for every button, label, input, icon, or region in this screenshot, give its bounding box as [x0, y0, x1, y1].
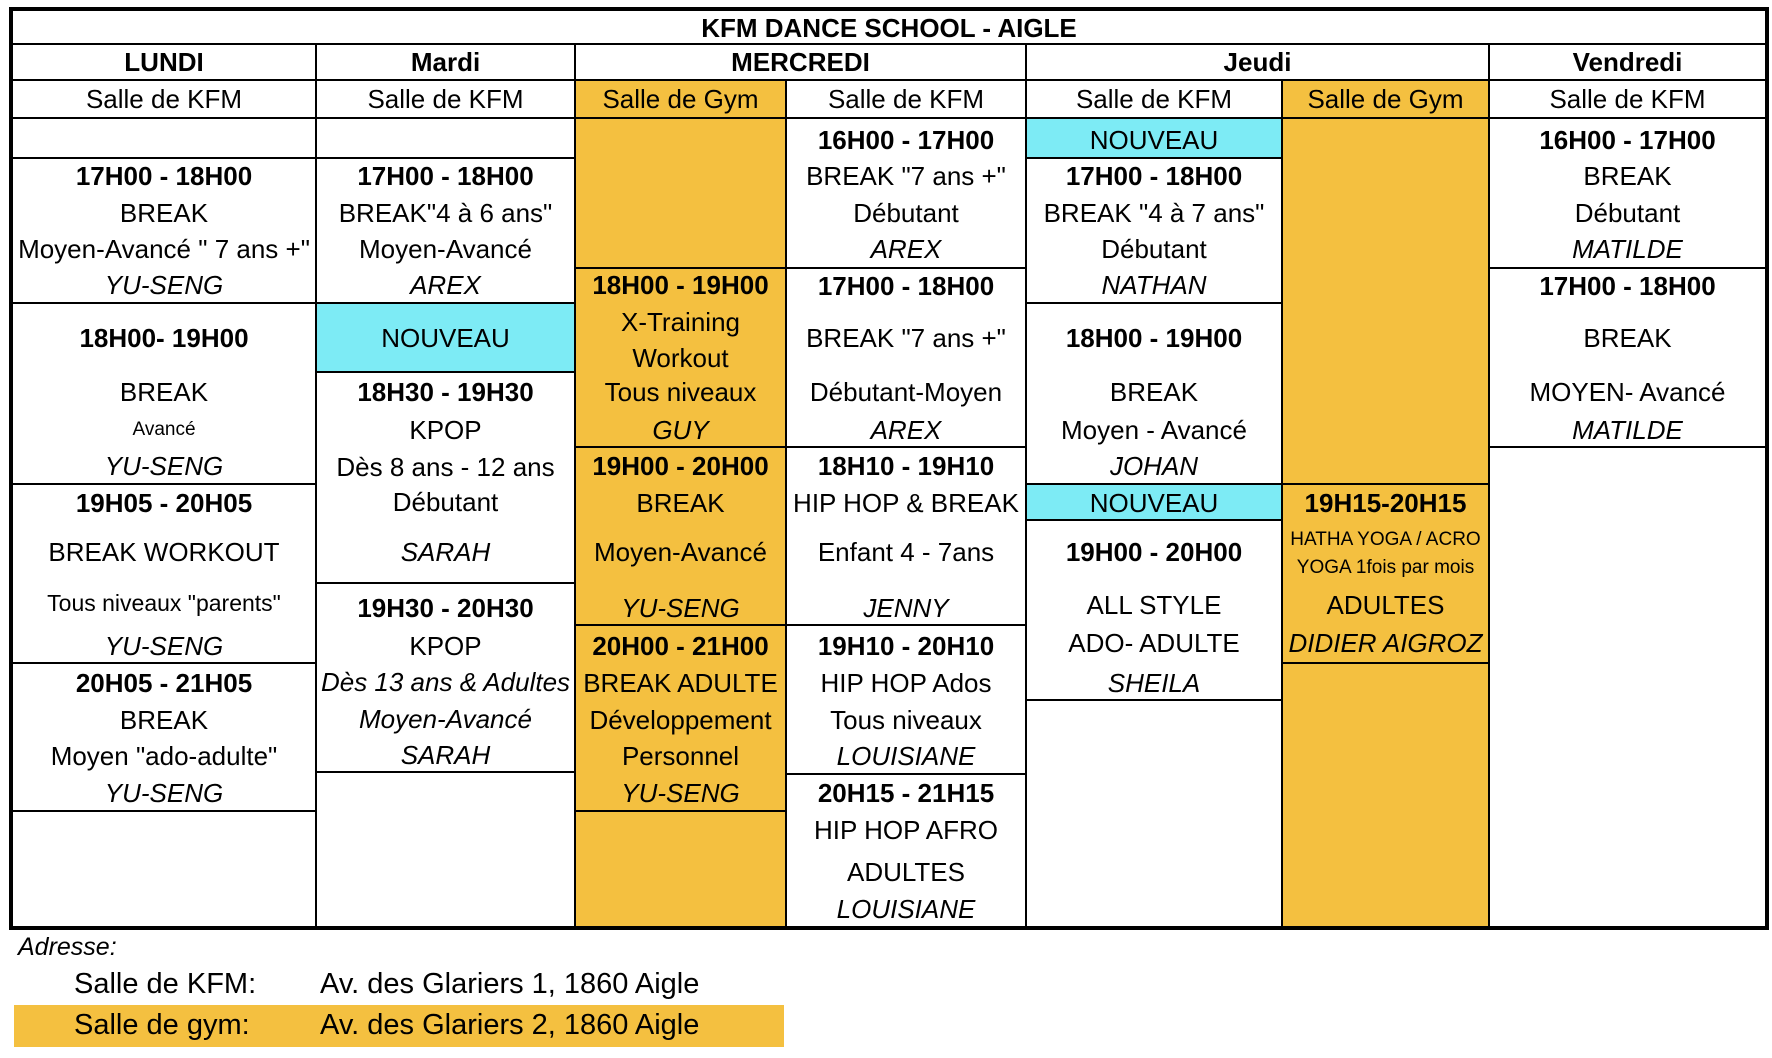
class-time: 16H00 - 17H00	[1539, 125, 1716, 155]
class-detail: Avancé	[132, 419, 196, 440]
badge-label: NOUVEAU	[1089, 125, 1219, 155]
class-teacher: SHEILA	[1107, 668, 1201, 698]
class-time: 18H10 - 19H10	[817, 451, 995, 481]
class-detail: X-Training	[621, 307, 740, 337]
day-label: MERCREDI	[731, 47, 870, 77]
class-detail: Moyen-Avancé " 7 ans +"	[18, 234, 310, 264]
class-detail: Moyen-Avancé	[594, 537, 767, 567]
class-detail: BREAK WORKOUT	[48, 537, 280, 567]
class-teacher: MATILDE	[1572, 415, 1683, 445]
class-detail: Développement	[589, 705, 772, 735]
class-detail: BREAK	[1583, 161, 1672, 191]
class-time: 18H00 - 19H00	[592, 270, 769, 300]
class-teacher: SARAH	[400, 537, 491, 567]
class-teacher: GUY	[652, 415, 709, 445]
class-teacher: YU-SENG	[104, 270, 224, 300]
class-teacher: YU-SENG	[104, 631, 224, 661]
class-detail: Tous niveaux	[830, 705, 982, 735]
class-detail: ALL STYLE	[1086, 590, 1222, 620]
class-teacher: LOUISIANE	[836, 741, 976, 771]
class-teacher: LOUISIANE	[836, 894, 976, 924]
class-detail: Workout	[632, 343, 729, 373]
class-time: 16H00 - 17H00	[817, 125, 995, 155]
class-time: 19H00 - 20H00	[1065, 537, 1243, 567]
class-detail: BREAK ADULTE	[583, 668, 778, 698]
class-teacher: YU-SENG	[104, 778, 224, 808]
class-detail: BREAK "7 ans +"	[806, 323, 1006, 353]
class-detail: MOYEN- Avancé	[1529, 377, 1726, 407]
class-teacher: AREX	[870, 234, 942, 264]
room-label: Salle de KFM	[367, 84, 524, 114]
class-detail: HATHA YOGA / ACRO	[1290, 529, 1481, 550]
class-detail: Dès 13 ans & Adultes	[320, 667, 571, 697]
class-detail: Débutant-Moyen	[809, 377, 1003, 407]
room-label: Salle de KFM	[85, 84, 243, 114]
class-time: 20H00 - 21H00	[592, 631, 769, 661]
class-detail: BREAK	[119, 198, 209, 228]
room-label: Salle de KFM	[1075, 84, 1233, 114]
class-teacher: JENNY	[863, 593, 949, 623]
class-teacher: SARAH	[400, 740, 491, 770]
class-detail: Personnel	[621, 741, 740, 771]
title-text: KFM DANCE SCHOOL - AIGLE	[701, 13, 1077, 43]
class-time: 19H10 - 20H10	[817, 631, 995, 661]
class-time: 20H15 - 21H15	[817, 778, 995, 808]
class-teacher: DIDIER AIGROZ	[1288, 628, 1483, 658]
day-label: Jeudi	[1223, 47, 1292, 77]
class-time: 18H00- 19H00	[79, 323, 249, 353]
class-detail: Moyen "ado-adulte"	[50, 741, 278, 771]
class-detail: BREAK	[119, 705, 209, 735]
class-detail: BREAK"4 à 6 ans"	[338, 198, 553, 228]
class-teacher: MATILDE	[1572, 234, 1683, 264]
class-time: 17H00 - 18H00	[817, 271, 995, 301]
class-time: 19H00 - 20H00	[592, 451, 769, 481]
room-label: Salle de KFM	[1549, 84, 1706, 114]
class-detail: KPOP	[409, 415, 482, 445]
class-detail: BREAK	[636, 488, 725, 518]
class-teacher: YU-SENG	[621, 778, 740, 808]
class-detail: BREAK	[1109, 377, 1199, 407]
badge-label: NOUVEAU	[1089, 488, 1219, 518]
class-time: 19H05 - 20H05	[75, 488, 253, 518]
class-detail: HIP HOP & BREAK	[793, 488, 1019, 518]
class-time: 17H00 - 18H00	[1539, 271, 1716, 301]
class-teacher: AREX	[870, 415, 942, 445]
class-detail: Tous niveaux "parents"	[47, 590, 281, 616]
class-teacher: JOHAN	[1109, 451, 1199, 481]
room-label: Salle de Gym	[602, 84, 759, 114]
class-time: 18H00 - 19H00	[1065, 323, 1243, 353]
class-detail: HIP HOP Ados	[820, 668, 992, 698]
class-time: 18H30 - 19H30	[357, 377, 534, 407]
class-detail: Débutant	[1101, 234, 1207, 264]
class-detail: BREAK "7 ans +"	[806, 161, 1006, 191]
day-label: LUNDI	[124, 47, 204, 77]
class-detail: Moyen-Avancé	[359, 704, 532, 734]
class-detail: HIP HOP AFRO	[814, 815, 998, 845]
badge-label: NOUVEAU	[381, 323, 510, 353]
class-detail: Enfant 4 - 7ans	[817, 537, 995, 567]
class-detail: BREAK "4 à 7 ans"	[1043, 198, 1265, 228]
class-detail: ADULTES	[847, 857, 965, 887]
class-detail: Moyen - Avancé	[1061, 415, 1247, 445]
class-detail: ADULTES	[1326, 590, 1445, 620]
class-detail: Tous niveaux	[604, 377, 757, 407]
class-detail: Moyen-Avancé	[359, 234, 532, 264]
day-label: Mardi	[410, 47, 481, 77]
class-time: 19H15-20H15	[1304, 488, 1467, 518]
class-teacher: NATHAN	[1101, 270, 1207, 300]
room-label: Salle de KFM	[827, 84, 985, 114]
address-value: Av. des Glariers 2, 1860 Aigle	[320, 1009, 700, 1041]
class-time: 19H30 - 20H30	[357, 593, 534, 623]
class-detail: Débutant	[1574, 198, 1681, 228]
address-room-label: Salle de KFM:	[74, 968, 257, 1000]
class-time: 20H05 - 21H05	[75, 668, 253, 698]
class-detail: KPOP	[409, 631, 482, 661]
class-detail: Débutant	[392, 487, 499, 517]
day-label: Vendredi	[1572, 47, 1683, 77]
address-value: Av. des Glariers 1, 1860 Aigle	[320, 968, 700, 1000]
class-time: 17H00 - 18H00	[357, 161, 534, 191]
class-detail: BREAK	[1583, 323, 1672, 353]
class-detail: ADO- ADULTE	[1068, 628, 1240, 658]
class-teacher: YU-SENG	[104, 451, 224, 481]
class-detail: Débutant	[853, 198, 959, 228]
class-time: 17H00 - 18H00	[75, 161, 253, 191]
class-teacher: AREX	[410, 270, 481, 300]
address-heading: Adresse:	[18, 933, 117, 961]
schedule-frame	[9, 7, 1769, 930]
class-teacher: YU-SENG	[621, 593, 740, 623]
class-detail: BREAK	[119, 377, 209, 407]
class-detail: Dès 8 ans - 12 ans	[336, 452, 555, 482]
class-detail: YOGA 1fois par mois	[1296, 557, 1475, 578]
room-label: Salle de Gym	[1307, 84, 1464, 114]
class-time: 17H00 - 18H00	[1065, 161, 1243, 191]
address-room-label: Salle de gym:	[74, 1009, 250, 1041]
